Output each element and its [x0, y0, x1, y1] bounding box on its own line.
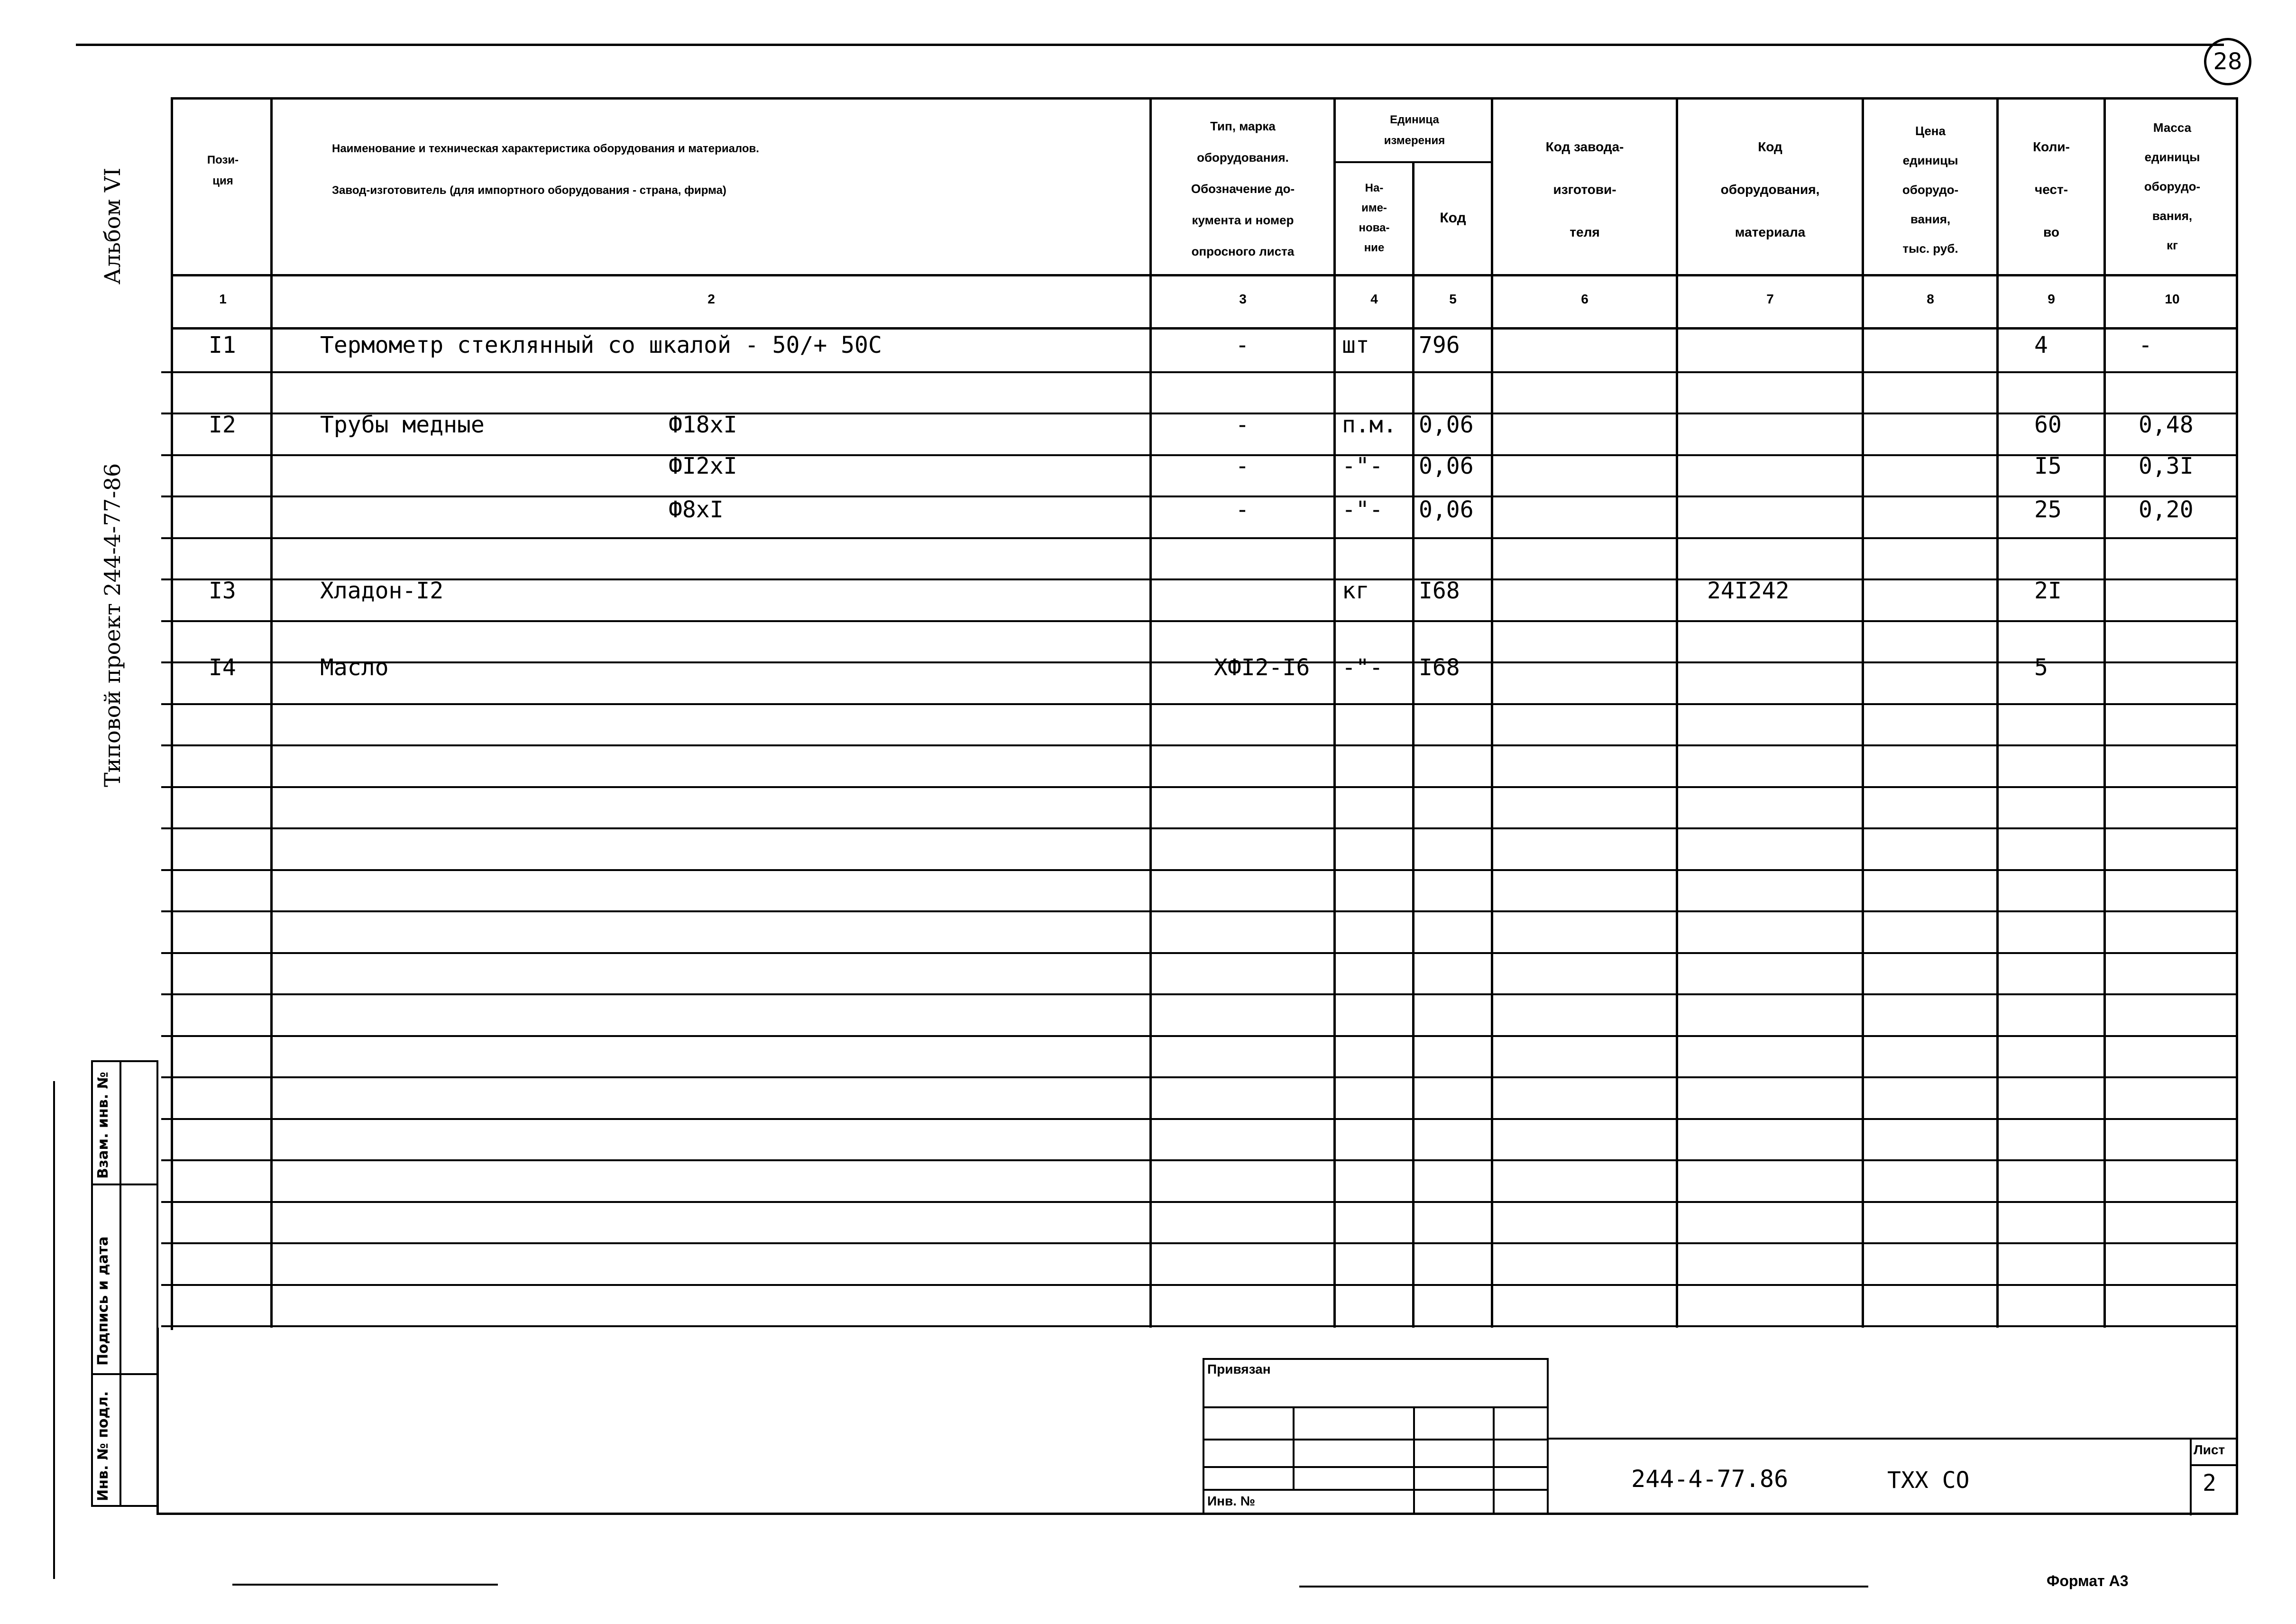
sheet-label: Лист	[2194, 1442, 2225, 1457]
sheet-cell-line	[2190, 1464, 2238, 1466]
inv-no-label: Инв. №	[1207, 1494, 1256, 1508]
header-plant-code: Код завода- изготови- теля	[1545, 139, 1624, 239]
header-mass: Масса единицы оборудо- вания, кг	[2144, 120, 2201, 252]
table-cell-qty: 4	[2034, 332, 2048, 358]
row-line	[161, 827, 2238, 829]
col-num-1: 1	[219, 292, 227, 306]
table-cell-unit: кг	[1342, 578, 1369, 604]
table-cell-code: I68	[1419, 578, 1460, 604]
header-unit-name: На- име- нова- ние	[1359, 182, 1390, 254]
row-line	[161, 495, 2238, 497]
table-cell-qty: I5	[2034, 453, 2062, 479]
table-cell-qty: 60	[2034, 412, 2062, 438]
table-cell-code: 0,06	[1419, 453, 1474, 479]
column-number-line	[171, 327, 2238, 330]
table-cell-qty: 25	[2034, 496, 2062, 523]
table-cell-type: -	[1235, 453, 1249, 479]
col-num-9: 9	[2048, 292, 2055, 306]
table-cell-code: 0,06	[1419, 412, 1474, 438]
col-line	[1862, 97, 1864, 1328]
table-cell-qty: 2I	[2034, 578, 2062, 604]
row-line	[161, 620, 2238, 622]
row-line	[161, 371, 2238, 373]
table-cell-type: -	[1235, 412, 1249, 438]
table-cell-pos: I3	[209, 578, 236, 604]
table-cell-unit: -"-	[1342, 453, 1383, 479]
table-cell-pos: I2	[209, 412, 236, 438]
col-num-4: 4	[1370, 292, 1378, 306]
table-cell-mass: 0,3I	[2139, 453, 2194, 479]
document-mark: ТХХ СО	[1887, 1467, 1970, 1494]
table-cell-code: I68	[1419, 654, 1460, 681]
row-line	[161, 1159, 2238, 1161]
table-cell-unit: -"-	[1342, 654, 1383, 681]
table-cell-pos: I4	[209, 654, 236, 681]
row-line	[161, 786, 2238, 788]
spec-table-frame	[171, 97, 2238, 1330]
sheet-circle-label: 28	[2213, 48, 2242, 75]
table-cell-qty: 5	[2034, 654, 2048, 681]
attached-col	[1293, 1406, 1295, 1489]
format-label: Формат А3	[2047, 1572, 2129, 1589]
header-unit: Единица измерения	[1384, 113, 1445, 147]
header-name-line1: Наименование и техническая характеристика оборудования и материалов.	[332, 142, 759, 155]
col-line	[2103, 97, 2106, 1328]
attached-box	[1203, 1358, 1549, 1514]
table-cell-unit: п.м.	[1342, 412, 1397, 438]
table-cell-unit: шт	[1342, 332, 1369, 358]
col-line	[1676, 97, 1678, 1328]
row-line	[161, 1242, 2238, 1244]
header-equip-code: Код оборудования, материала	[1720, 139, 1820, 239]
row-line	[161, 993, 2238, 995]
side-stamp-row-2	[91, 1373, 158, 1375]
unit-subheader-line	[1333, 161, 1493, 163]
row-line	[161, 454, 2238, 456]
table-cell-name: Масло	[320, 654, 389, 681]
row-line	[161, 578, 2238, 580]
table-cell-pos: I1	[209, 332, 236, 358]
attached-line	[1203, 1406, 1549, 1408]
document-code: 244-4-77.86	[1631, 1465, 1789, 1493]
table-cell-mass: 0,20	[2139, 496, 2194, 523]
table-cell-type: ХФI2-I6	[1214, 654, 1310, 681]
table-cell-equip: 24I242	[1707, 578, 1790, 604]
col-num-8: 8	[1927, 292, 1934, 306]
table-cell-size: Ф8хI	[669, 496, 724, 523]
header-bottom-line	[171, 274, 2238, 276]
table-cell-size: ФI2хI	[669, 453, 737, 479]
row-line	[161, 1118, 2238, 1120]
header-unit-code: Код	[1440, 210, 1466, 226]
col-num-5: 5	[1449, 292, 1457, 306]
row-line	[161, 1076, 2238, 1078]
table-cell-type: -	[1235, 332, 1249, 358]
table-cell-name: Трубы медные	[320, 412, 485, 438]
bottom-rule-right	[1299, 1586, 1868, 1587]
side-stamp-sign: Подпись и дата	[95, 1236, 111, 1366]
header-position: Пози- ция	[207, 154, 239, 187]
table-cell-code: 796	[1419, 332, 1460, 358]
header-name	[332, 142, 759, 197]
col-line	[1491, 97, 1493, 1328]
attached-label: Привязан	[1207, 1362, 1271, 1376]
attached-col	[1493, 1406, 1495, 1514]
bottom-rule-left	[232, 1584, 498, 1586]
table-cell-mass: 0,48	[2139, 412, 2194, 438]
top-rule	[76, 44, 2224, 46]
row-line	[161, 952, 2238, 954]
sheet-number-circle	[2204, 38, 2251, 85]
sheet-cell-border	[2190, 1440, 2192, 1515]
project-label: Типовой проект 244-4-77-86	[100, 463, 125, 787]
attached-line	[1203, 1489, 1549, 1491]
left-margin-rule	[53, 1081, 55, 1579]
row-line	[161, 1201, 2238, 1203]
row-line	[161, 744, 2238, 746]
side-stamp-replace: Взам. инв. №	[95, 1072, 111, 1179]
col-line	[270, 97, 273, 1328]
header-price: Цена единицы оборудо- вания, тыс. руб.	[1902, 124, 1959, 256]
col-line	[1333, 97, 1336, 1328]
table-cell-name: Хладон-I2	[320, 578, 444, 604]
table-cell-mass: -	[2139, 332, 2152, 358]
table-cell-unit: -"-	[1342, 496, 1383, 523]
row-line	[161, 910, 2238, 912]
col-line	[1149, 97, 1152, 1328]
col-num-3: 3	[1239, 292, 1247, 306]
header-name-line2: Завод-изготовитель (для импортного оборудования - страна, фирма)	[332, 184, 726, 197]
col-num-10: 10	[2165, 292, 2180, 306]
col-num-2: 2	[707, 292, 715, 306]
attached-line	[1203, 1439, 1549, 1440]
table-cell-name: Термометр стеклянный со шкалой - 50/+ 50С	[320, 332, 882, 358]
sheet-number: 2	[2203, 1470, 2216, 1496]
row-line	[161, 869, 2238, 871]
attached-line	[1203, 1466, 1549, 1468]
row-line	[161, 1325, 2238, 1327]
table-cell-code: 0,06	[1419, 496, 1474, 523]
row-line	[161, 1284, 2238, 1286]
col-num-6: 6	[1581, 292, 1589, 306]
col-line	[1996, 97, 1999, 1328]
col-num-7: 7	[1766, 292, 1774, 306]
row-line	[161, 537, 2238, 539]
row-line	[161, 661, 2238, 663]
side-stamp-row-1	[91, 1184, 158, 1185]
album-label: Альбом VI	[100, 167, 125, 284]
table-cell-type: -	[1235, 496, 1249, 523]
side-stamp-inv: Инв. № подл.	[95, 1391, 111, 1501]
header-type: Тип, марка оборудования. Обозначение до- кумента и номер опросного листа	[1191, 119, 1295, 258]
row-line	[161, 703, 2238, 705]
header-qty: Коли- чест- во	[2033, 139, 2070, 239]
attached-col	[1413, 1406, 1415, 1514]
row-line	[161, 1035, 2238, 1037]
table-cell-size: Ф18хI	[669, 412, 737, 438]
title-block-line	[1549, 1438, 2238, 1440]
side-stamp-divider	[119, 1060, 121, 1507]
